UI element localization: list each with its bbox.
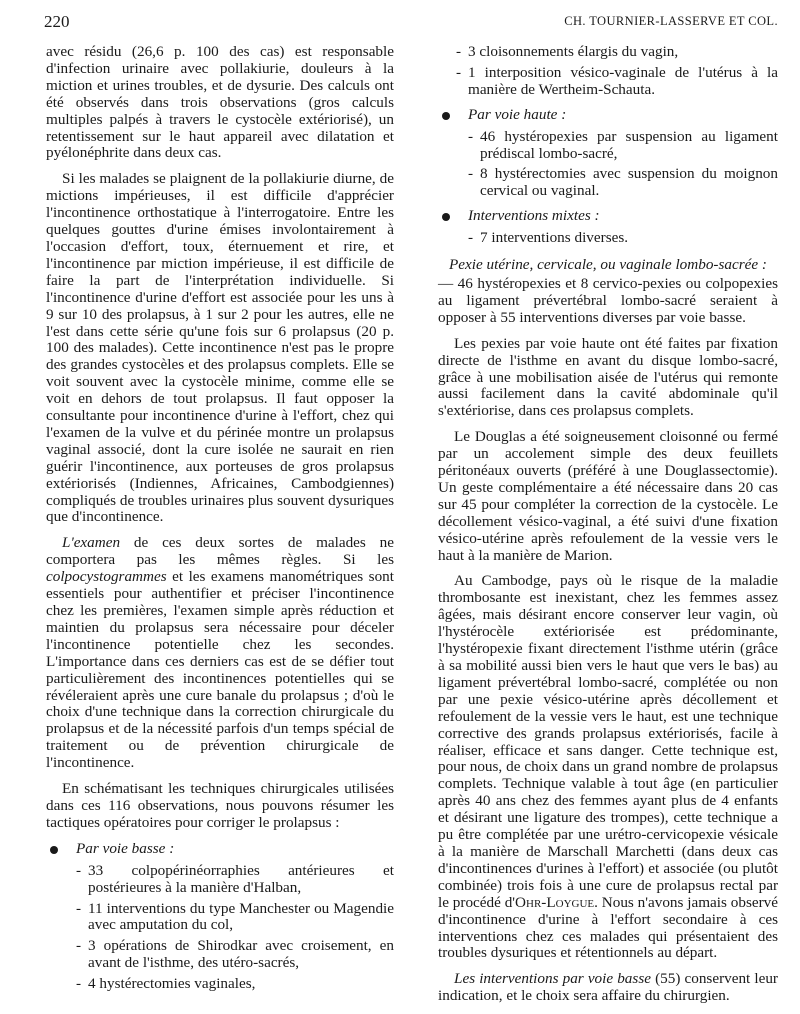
section-voie-haute [438, 107, 778, 124]
list-item: - 33 colpopérinéorraphies antérieures et postérieures à la manière d'Halban, [76, 863, 394, 897]
right-column [438, 44, 778, 1014]
paragraph: Si les malades se plaignent de la pollakiurie diurne, de mictions impérieuses, il est difficile d'apprécier l'incontinence orthostatique à l'interrogatoire. Entre les quelques gouttes d'urine émises involontairement à l'occasion d'effort, toux, éternuement et rire, et l'incontinence par miction impérieuse, il est difficile de faire la part de l'interprétation individuelle. Si l'incontinence d'urine d'effort est associée pour les uns à 9 sur 10 des prolapsus, à 1 sur 2 pour les autres, elle ne l'est dans cette série qu'une fois sur 6 prolapsus (20 p. 100 des malades). Cette incontinence n'est pas le propre des grandes cystocèles et des prolapsus complets. Elle se voit souvent avec la cystocèle minime, comme elle se voit en dehors de tout prolapsus. Il faut opposer la consultante pour incontinence d'urine à l'effort, chez qui l'examen de la vulve et du périnée montre un prolapsus vaginal associé, dont la cure isolée ne saurait en rien guérir l'incontinence, aux porteuses de gros prolapsus extériorisés (Indiennes, Africaines, Cambodgiennes) compliqués de troubles urinaires plus souvent dysuriques que d'incontinence. [46, 170, 394, 526]
section-title: Par voie haute : [468, 105, 567, 123]
italic-lead: L'examen [62, 534, 121, 552]
paragraph: — 46 hystéropexies et 8 cervico-pexies ou colpopexies au ligament prévertébral lombo-sacré seraient à opposer à 55 interventions diverses par voie basse. [438, 274, 778, 326]
left-column [46, 44, 394, 999]
list-item: - 46 hystéropexies par suspension au ligament prédiscal lombo-sacré, [468, 129, 778, 163]
interventions-mixtes-list [438, 230, 778, 247]
list-item: - 7 interventions diverses. [468, 230, 778, 247]
voie-haute-list [438, 129, 778, 201]
running-head: CH. TOURNIER-LASSERVE ET COL. [564, 14, 778, 28]
bullet-icon [50, 846, 58, 854]
section-interventions-mixtes [438, 208, 778, 225]
list-item: - 3 opérations de Shirodkar avec croisement, en avant de l'isthme, des utéro-sacrés, [76, 938, 394, 972]
section-voie-basse [46, 841, 394, 858]
subheading: Pexie utérine, cervicale, ou vaginale lombo-sacrée : [449, 256, 767, 274]
page-header [44, 12, 778, 34]
author-name: Ohr-Loygue [515, 893, 595, 911]
section-title: Par voie basse : [76, 839, 175, 857]
paragraph: Au Cambodge, pays où le risque de la maladie thrombosante est inexistant, chez les femmes assez âgées, mais désirant encore conserver leur vagin, où l'hystérocèle extériorisée est prédominante, l'hystéropexie fixant directement l'isthme utérin (grâce à sa mobilité aussi bien vers le haut que vers le bas) au ligament prévertébral lombo-sacré, complétée ou non par une pexie vésico-utérine après décollement et refoulement de la vessie vers le haut, est une technique corrective des grands prolapsus extériorisés, facile à réaliser, efficace et sans danger. Cette technique est, pour nous, de choix dans un grand nombre de prolapsus complets. Technique valable à tout âge (en particulier après 40 ans chez des femmes ayant plus de 4 enfants et désirant une ligature des trompes), cette technique a pu être complétée par une urétro-cervicopexie vésicale à la manière de Marschall Marchetti (dans deux cas d'incontinences d'urines à l'effort) et associée (ou plutôt combinée) trois fois à une cure de prolapsus rectal par le procédé d'Ohr-Loygue. Nous n'avons jamais observé d'incontinence d'urine à l'effort secondaire à ces interventions chez ces malades qui présentaient des troubles dysuriques et rétentionnels au départ. [438, 572, 778, 962]
section-title: Interventions mixtes : [468, 207, 600, 225]
paragraph: avec résidu (26,6 p. 100 des cas) est responsable d'infection urinaire avec pollakiurie, douleurs à la miction et urines troubles, et de dysurie. Des calculs ont été observés dans trois observations (gros calculs multiples palpés à travers le cystocèle extériorisé), un retentissement sur le haut appareil avec dilatation et pyélonéphrite dans deux cas. [46, 43, 394, 162]
page-number: 220 [44, 12, 70, 31]
bullet-icon [442, 112, 450, 120]
paragraph: L'examen de ces deux sortes de malades ne comportera pas les mêmes règles. Si les colpocystogrammes et les examens manométriques sont essentiels pour authentifier et préciser l'incontinence chez les premières, l'examen simple après réduction et maintien du prolapsus sera nécessaire pour déceler l'incontinence potentielle chez les secondes. L'importance dans ces derniers cas est de se défier tout particulièrement des incontinences potentielles qui se révéleraient après une cure banale du prolapsus ; d'où le choix d'une technique dans la correction chirurgicale du prolapsus et de la nécessité parfois d'un temps spécial de traitement ou de prévention chirurgicale de l'incontinence. [46, 534, 394, 772]
paragraph: Le Douglas a été soigneusement cloisonné ou fermé par un accolement simple des deux feuillets péritonéaux ouverts (préféré à une Douglassectomie). Un geste complémentaire a été nécessaire dans 20 cas sur 45 pour compléter la correction de la cystocèle. Le décollement vésico-vaginal, a été suivi d'une fixation vésico-utérine après refoulement de la vessie vers le haut à la manière de Marion. [438, 428, 778, 564]
list-item: - 4 hystérectomies vaginales, [76, 976, 394, 993]
list-item: - 8 hystérectomies avec suspension du moignon cervical ou vaginal. [468, 166, 778, 200]
italic-term: colpocystogrammes [46, 568, 167, 586]
list-item: - 1 interposition vésico-vaginale de l'utérus à la manière de Wertheim-Schauta. [456, 65, 778, 99]
italic-term: Les interventions par voie basse [454, 970, 651, 988]
voie-basse-list-continued [438, 44, 778, 99]
list-item: - 11 interventions du type Manchester ou Magendie avec amputation du col, [76, 901, 394, 935]
voie-basse-list [46, 863, 394, 993]
bullet-icon [442, 213, 450, 221]
list-item: - 3 cloisonnements élargis du vagin, [456, 44, 778, 61]
paragraph: Les pexies par voie haute ont été faites par fixation directe de l'isthme en avant du disque lombo-sacré, grâce à une mobilisation aisée de l'utérus qui remonte aussi facilement dans la cavité abdominale qu'il s'extériorise, dans ces prolapsus complets. [438, 334, 778, 420]
paragraph: En schématisant les techniques chirurgicales utilisées dans ces 116 observations, nous pouvons résumer les tactiques opératoires pour corriger le prolapsus : [46, 780, 394, 831]
paragraph: Les interventions par voie basse (55) conservent leur indication, et le choix sera affaire du chirurgien. [438, 970, 778, 1005]
